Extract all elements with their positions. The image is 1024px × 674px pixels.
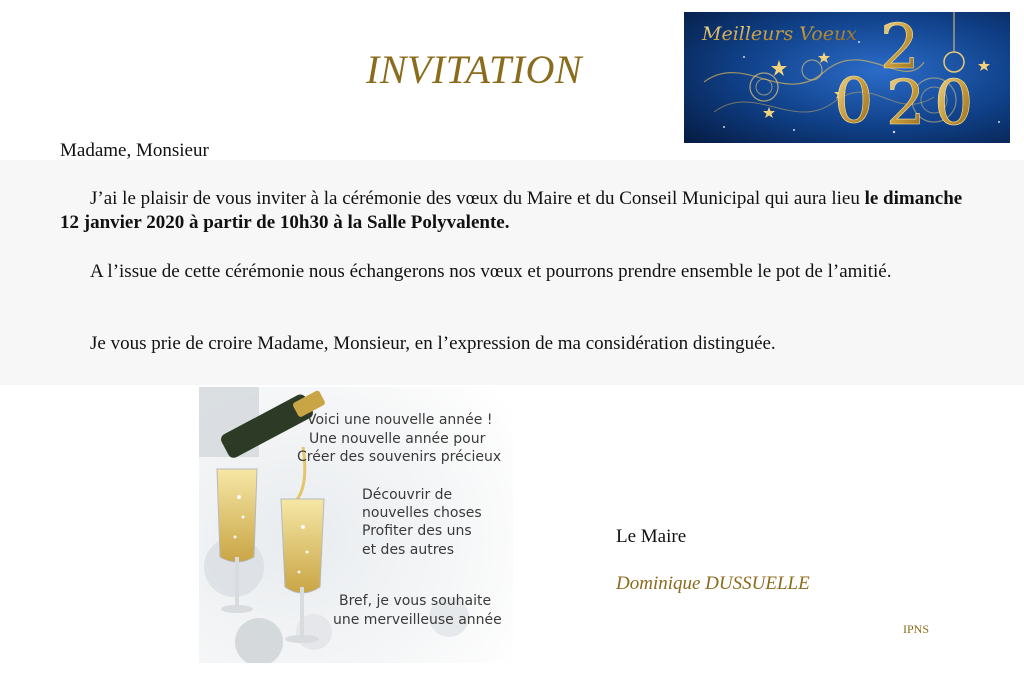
signature-role: Le Maire	[616, 526, 687, 547]
signature-name: Dominique DUSSUELLE	[616, 573, 810, 594]
page-title: INVITATION	[366, 47, 583, 92]
letter-paragraph-closing	[60, 332, 970, 356]
year-digit: 2	[880, 12, 920, 83]
letter-paragraph-invitation	[60, 187, 970, 235]
card-line: Profiter des uns	[362, 523, 472, 539]
closing-text: Je vous prie de croire Madame, Monsieur, en l’expression de ma considération distinguée.	[90, 333, 776, 354]
letter-salutation: Madame, Monsieur	[60, 140, 209, 161]
card-line: et des autres	[362, 542, 455, 558]
new-year-greeting-image	[684, 12, 1010, 143]
card-line: une merveilleuse année	[333, 612, 502, 628]
year-digit: 2	[886, 66, 926, 139]
card-line: Créer des souvenirs précieux	[297, 449, 502, 465]
card-line: Découvrir de	[362, 487, 453, 503]
card-line: Voici une nouvelle année !	[307, 412, 493, 428]
ipns-label: IPNS	[903, 622, 930, 636]
letter-paragraph-reception	[60, 260, 970, 284]
invitation-text: J’ai le plaisir de vous inviter à la cérémonie des vœux du Maire et du Conseil Municipal qui aura lieu	[90, 188, 865, 209]
card-line: Une nouvelle année pour	[309, 431, 486, 447]
event-details: le dimanche 12 janvier 2020 à partir de 10h30 à la Salle Polyvalente.	[60, 188, 963, 233]
champagne-greeting-image	[199, 387, 513, 663]
greeting-text: Meilleurs Voeux	[702, 23, 857, 45]
year-digit: 0	[934, 66, 974, 139]
reception-text: A l’issue de cette cérémonie nous échangerons nos vœux et pourrons prendre ensemble le pot de l’amitié.	[90, 261, 892, 282]
year-digit: 0	[834, 64, 874, 137]
card-line: Bref, je vous souhaite	[339, 593, 492, 609]
card-line: nouvelles choses	[362, 505, 482, 521]
